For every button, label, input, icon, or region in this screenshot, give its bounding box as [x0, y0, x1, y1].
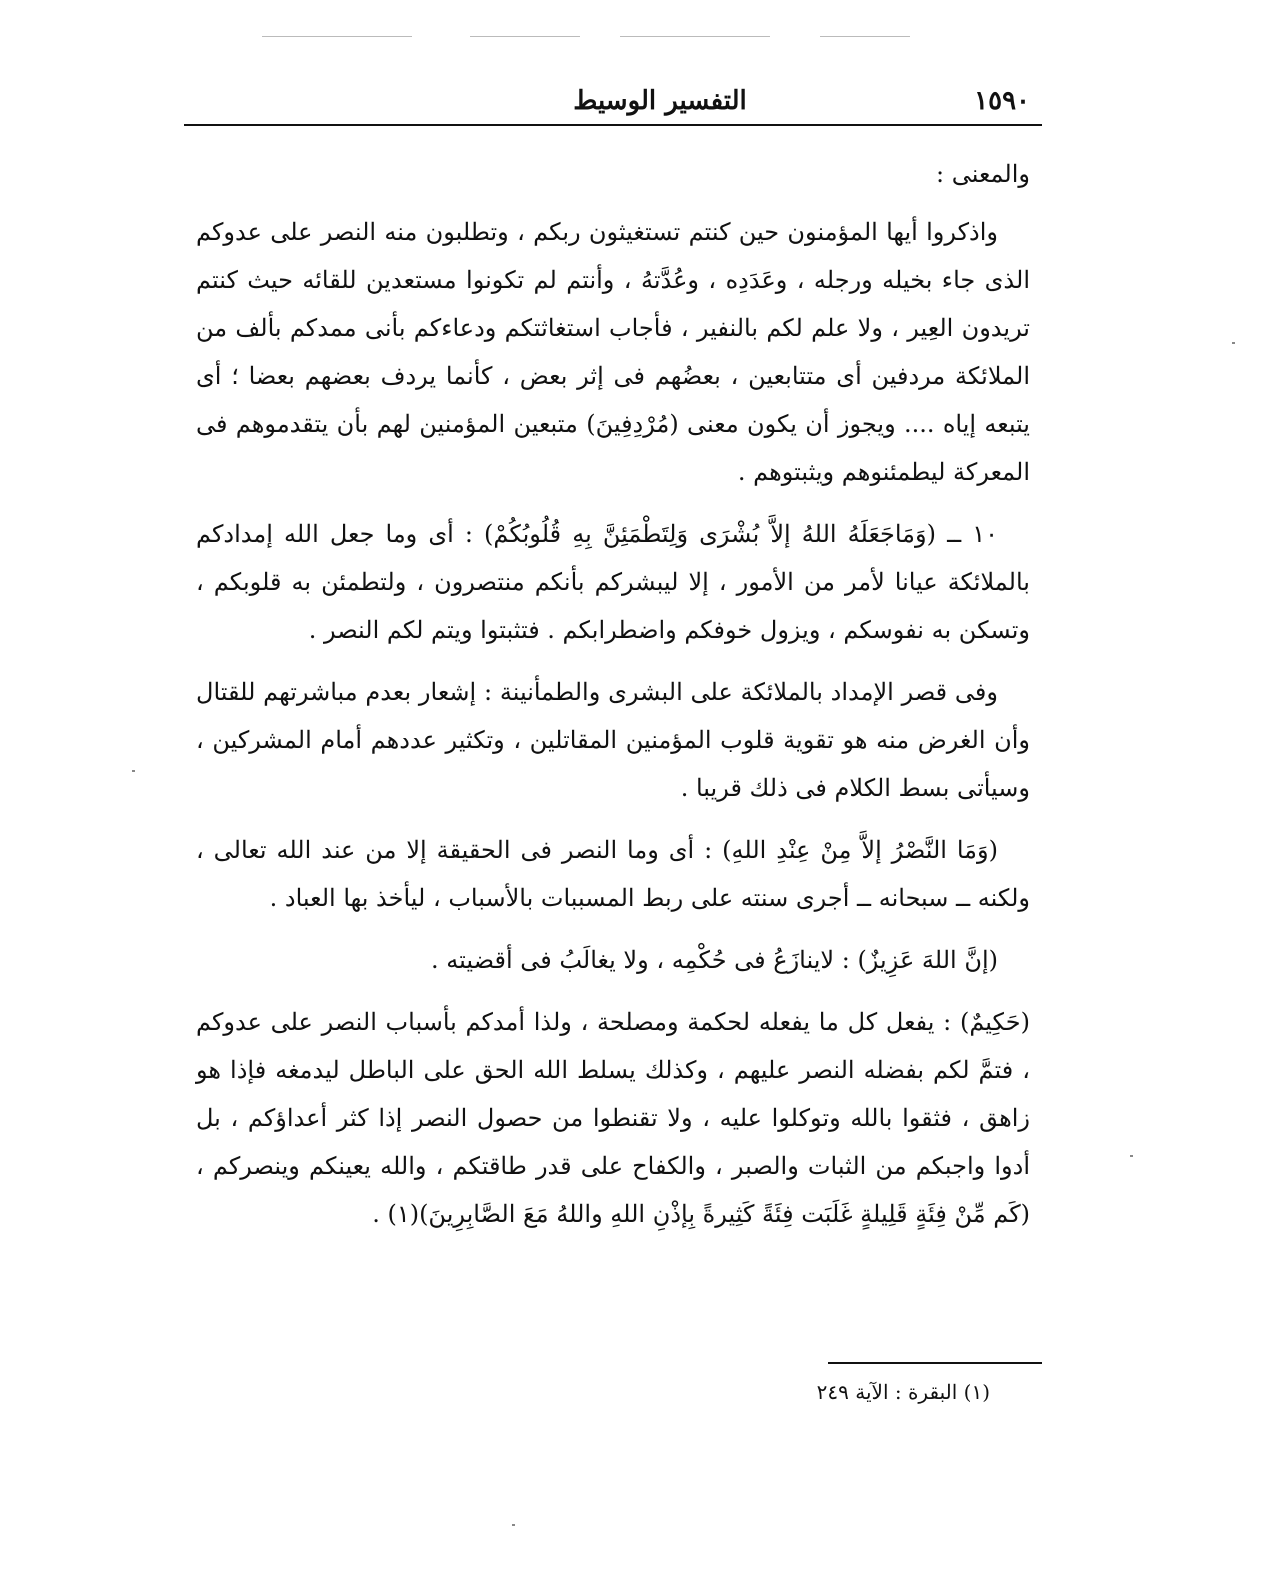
scan-speck: [1130, 1155, 1133, 1157]
paragraph-victory-from-god: (وَمَا النَّصْرُ إلاَّ مِنْ عِنْدِ اللهِ) : أى وما النصر فى الحقيقة إلا من عند الله تعالى ، ولكنه ــ سبحانه ــ أجرى سنته على ربط المسببات بالأسباب ، ليأخذ بها العباد .: [196, 836, 1030, 912]
page-number: ١٥٩٠: [974, 86, 1030, 116]
paragraph-meaning: واذكروا أيها المؤمنون حين كنتم تستغيثون ربكم ، وتطلبون منه النصر على عدوكم الذى جاء بخيله ورجله ، وعَدَدِه ، وعُدَّتهُ ، وأنتم لم تكونوا مستعدين للقائه حيث كنتم تريدون العِير ، ولا علم لكم بالنفير ، فأجاب استغاثتكم ودعاءكم بأنى ممدكم بألف من الملائكة مردفين أى متتابعين ، بعضُهم فى إثر بعض ، كأنما يردف بعضهم بعضا ؛ أى يتبعه إياه .... ويجوز أن يكون معنى (مُرْدِفِينَ) متبعين المؤمنين لهم بأن يتقدموهم فى المعركة ليطمئنوهم ويثبتوهم .: [196, 218, 1030, 486]
body-text: [196, 150, 1030, 1252]
scan-speck: [1232, 342, 1235, 344]
scan-artifact-line: [820, 36, 910, 37]
footnote: (١) البقرة : الآية ٢٤٩: [816, 1380, 990, 1404]
page-header: [184, 80, 1042, 126]
footnote-divider: [828, 1362, 1042, 1364]
paragraph-aziz: (إنَّ اللهَ عَزِيزٌ) : لاينازَعُ فى حُكْمِه ، ولا يغالَبُ فى أقضيته .: [431, 946, 998, 974]
scan-artifact-line: [470, 36, 580, 37]
paragraph-angels-support: وفى قصر الإمداد بالملائكة على البشرى والطمأنينة : إشعار بعدم مباشرتهم للقتال وأن الغرض منه هو تقوية قلوب المؤمنين المقاتلين ، وتكثير عددهم أمام المشركين ، وسيأتى بسط الكلام فى ذلك قريبا .: [196, 678, 1030, 802]
paragraph-hakim: (حَكِيمٌ) : يفعل كل ما يفعله لحكمة ومصلحة ، ولذا أمدكم بأسباب النصر على عدوكم ، فتمَّ لكم بفضله النصر عليهم ، وكذلك يسلط الله الحق على الباطل ليدمغه فإذا هو زاهق ، فثقوا بالله وتوكلوا عليه ، ولا تقنطوا من حصول النصر إذا كثر أعداؤكم ، بل أدوا واجبكم من الثبات والصبر ، والكفاح على قدر طاقتكم ، والله يعينكم وينصركم ، (كَم مِّنْ فِئَةٍ قَلِيلةٍ غَلَبَت فِئَةً كَثِيرةً بِإذْنِ اللهِ واللهُ مَعَ الصَّابِرِينَ)(١) .: [196, 1008, 1031, 1228]
scan-speck: [132, 770, 135, 772]
paragraph-verse-10: ١٠ ــ (وَمَاجَعَلَهُ اللهُ إلاَّ بُشْرَى وَلِتَطْمَئِنَّ بِهِ قُلُوبُكُمْ) : أى وما جعل الله إمدادكم بالملائكة عيانا لأمر من الأمور ، إلا ليبشركم بأنكم منتصرون ، ولتطمئن به قلوبكم ، وتسكن به نفوسكم ، ويزول خوفكم واضطرابكم . فتثبتوا ويتم لكم النصر .: [196, 520, 1030, 644]
scan-artifact-line: [620, 36, 770, 37]
scan-speck: [512, 1524, 515, 1526]
scan-artifact-line: [262, 36, 412, 37]
running-title: التفسير الوسيط: [573, 86, 747, 116]
section-heading: والمعنى :: [936, 160, 1030, 188]
